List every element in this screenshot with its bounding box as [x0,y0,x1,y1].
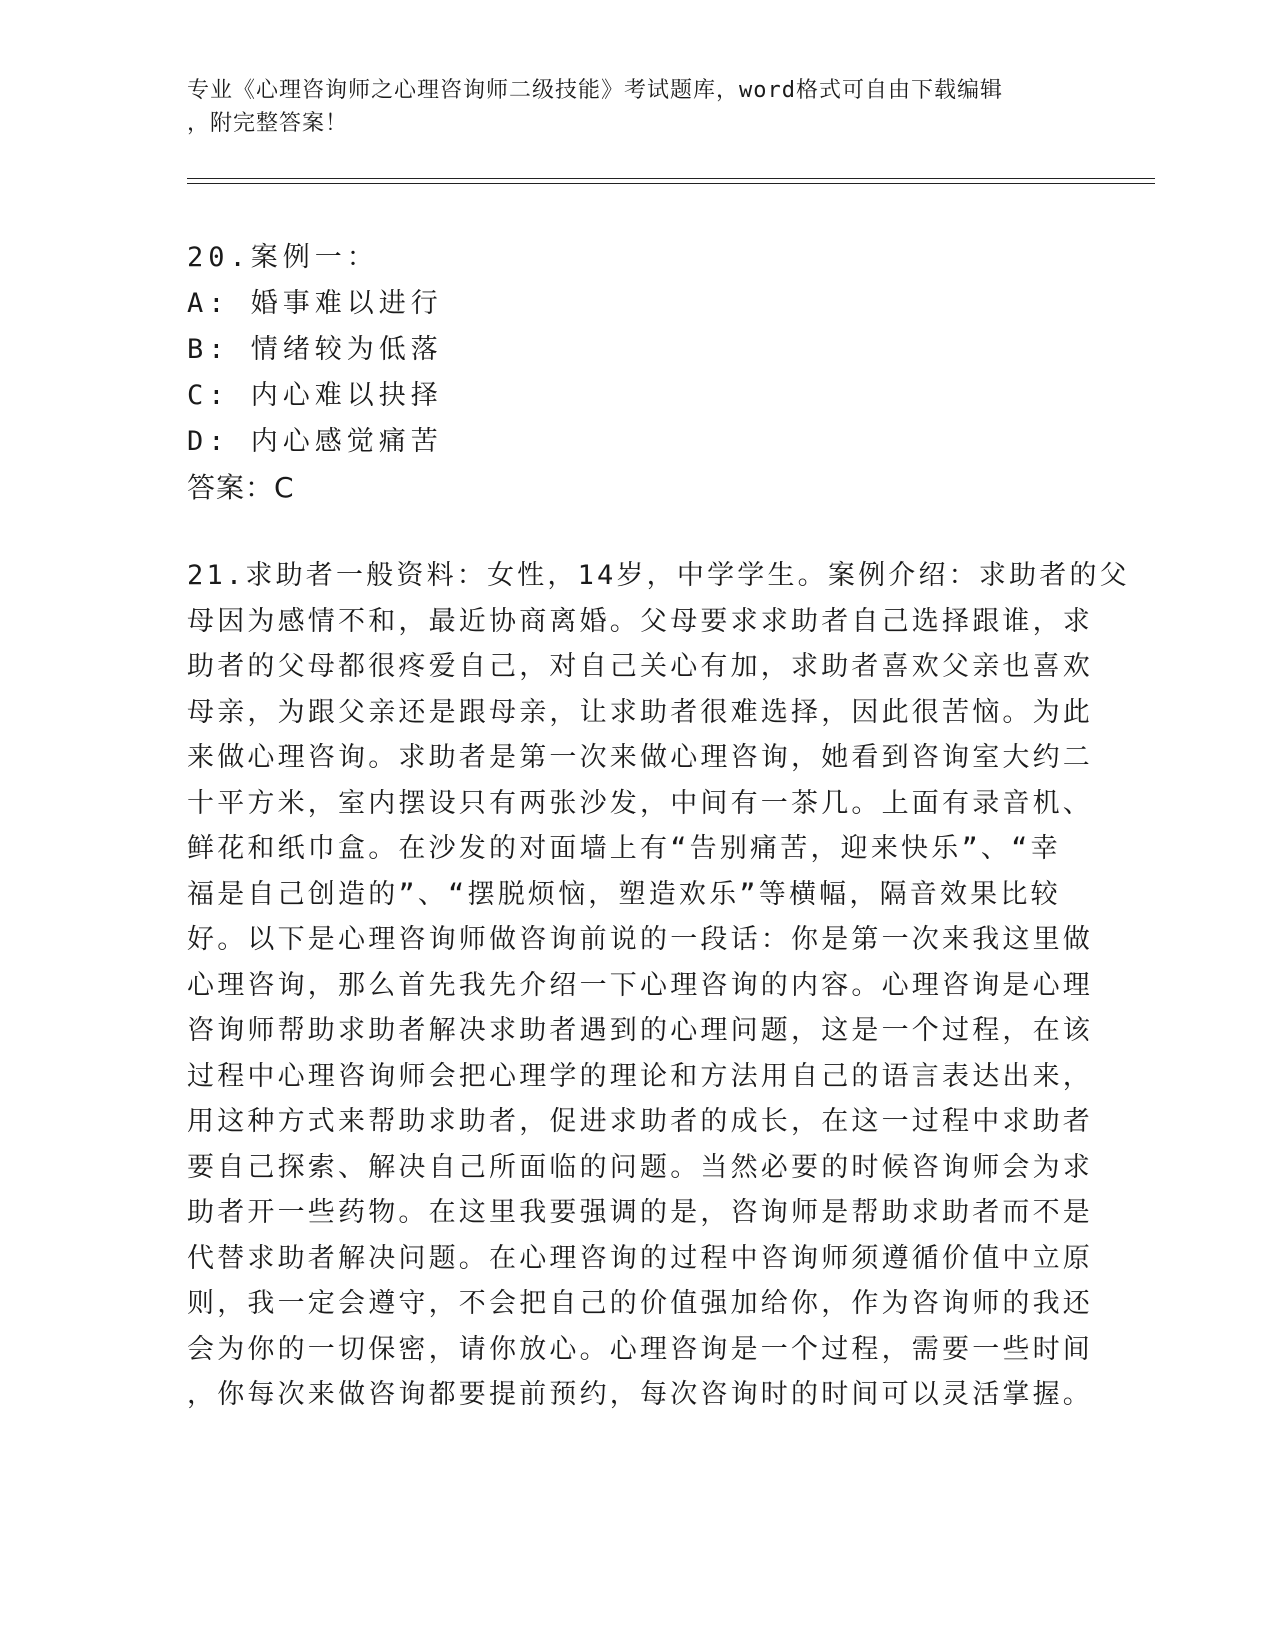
question-21-line: 心理咨询，那么首先我先介绍一下心理咨询的内容。心理咨询是心理 [187,969,1093,1001]
question-21-line: 代替求助者解决问题。在心理咨询的过程中咨询师须遵循价值中立原 [187,1242,1093,1274]
header-divider-top [187,178,1155,179]
question-21 [187,553,1130,1418]
question-21-line: 福是自己创造的”、“摆脱烦恼，塑造欢乐”等横幅，隔音效果比较 [187,878,1061,910]
question-21-line: 来做心理咨询。求助者是第一次来做心理咨询，她看到咨询室大约二 [187,742,1093,773]
question-21-line: 则，我一定会遵守，不会把自己的价值强加给你，作为咨询师的我还 [187,1288,1093,1319]
question-21-line: 好。以下是心理咨询师做咨询前说的一段话：你是第一次来我这里做 [187,924,1093,955]
question-21-line: 要自己探索、解决自己所面临的问题。当然必要的时候咨询师会为求 [187,1151,1093,1183]
question-21-line: 咨询师帮助求助者解决求助者遇到的心理问题，这是一个过程，在该 [187,1015,1093,1046]
question-21-line: 助者开一些药物。在这里我要强调的是，咨询师是帮助求助者而不是 [187,1197,1093,1228]
question-21-line: 十平方米，室内摆设只有两张沙发，中间有一茶几。上面有录音机、 [187,787,1093,819]
question-21-line: 会为你的一切保密，请你放心。心理咨询是一个过程，需要一些时间 [187,1333,1093,1365]
header-line-1: 专业《心理咨询师之心理咨询师二级技能》考试题库，word格式可自由下载编辑 [187,78,1003,103]
question-20-answer: 答案：C [187,471,295,504]
header-line-2: ，附完整答案！ [187,111,349,136]
question-20 [187,235,443,511]
header-divider-bottom [187,183,1155,184]
question-20-option-d: D: 内心感觉痛苦 [187,426,443,457]
question-20-option-a: A: 婚事难以进行 [187,288,443,319]
question-21-line: 用这种方式来帮助求助者，促进求助者的成长，在这一过程中求助者 [187,1106,1093,1137]
question-21-line: 母亲，为跟父亲还是跟母亲，让求助者很难选择，因此很苦恼。为此 [187,696,1093,728]
question-20-option-b: B: 情绪较为低落 [187,334,443,365]
question-21-line: 鲜花和纸巾盒。在沙发的对面墙上有“告别痛苦，迎来快乐”、“幸 [187,833,1061,864]
question-20-stem: 20.案例一： [187,242,379,273]
question-20-option-c: C: 内心难以抉择 [187,380,443,411]
question-21-line: 助者的父母都很疼爱自己，对自己关心有加，求助者喜欢父亲也喜欢 [187,651,1093,682]
question-21-line: ，你每次来做咨询都要提前预约，每次咨询时的时间可以灵活掌握。 [187,1379,1093,1410]
header-note [187,74,1067,140]
question-21-line: 母因为感情不和，最近协商离婚。父母要求求助者自己选择跟谁，求 [187,605,1093,637]
question-21-line: 21.求助者一般资料：女性，14岁，中学学生。案例介绍：求助者的父 [187,560,1130,591]
question-21-line: 过程中心理咨询师会把心理学的理论和方法用自己的语言表达出来， [187,1060,1093,1092]
